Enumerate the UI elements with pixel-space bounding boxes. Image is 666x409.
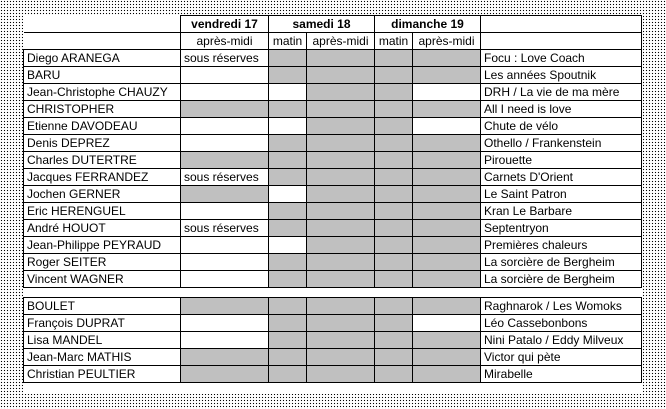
table-row: [24, 118, 642, 135]
author-name-cell: BARU: [24, 67, 181, 84]
slot-cell: [269, 169, 307, 186]
work-title-cell: Chute de vélo: [481, 118, 642, 135]
table-row: [24, 271, 642, 288]
work-title-cell: Nini Patalo / Eddy Milveux: [481, 332, 642, 349]
slot-cell: [375, 135, 413, 152]
table-row: [24, 135, 642, 152]
slot-cell: [413, 220, 481, 237]
slot-cell: [413, 332, 481, 349]
slot-cell: [307, 332, 375, 349]
slot-cell: [307, 271, 375, 288]
table-row: [24, 169, 642, 186]
slot-cell: [375, 349, 413, 366]
slot-cell: [181, 349, 269, 366]
slot-cell: [413, 169, 481, 186]
slot-cell: [307, 298, 375, 315]
schedule-table: [23, 15, 642, 383]
slot-cell: [269, 101, 307, 118]
author-name-cell: Denis DEPREZ: [24, 135, 181, 152]
slot-cell: [375, 332, 413, 349]
slot-cell: [269, 315, 307, 332]
table-row: [24, 254, 642, 271]
slot-cell: [307, 135, 375, 152]
slot-cell: [181, 152, 269, 169]
slot-cell: [375, 152, 413, 169]
table-row: [24, 84, 642, 101]
slot-cell: [413, 203, 481, 220]
work-title-cell: Othello / Frankenstein: [481, 135, 642, 152]
slot-header: matin: [375, 33, 413, 50]
slot-cell: [307, 101, 375, 118]
table-row: [24, 101, 642, 118]
author-name-cell: Diego ARANEGA: [24, 50, 181, 67]
author-name-cell: Jochen GERNER: [24, 186, 181, 203]
slot-cell: [413, 84, 481, 101]
corner-cell: [24, 33, 181, 50]
work-title-cell: Mirabelle: [481, 366, 642, 383]
slot-cell: [413, 254, 481, 271]
slot-cell: [269, 366, 307, 383]
table-row: [24, 298, 642, 315]
table-row: [24, 220, 642, 237]
slot-cell: [181, 298, 269, 315]
table-row: [24, 237, 642, 254]
slot-cell: [413, 118, 481, 135]
slot-cell: [413, 152, 481, 169]
slot-cell: [413, 237, 481, 254]
slot-cell: [413, 315, 481, 332]
slot-cell: [413, 50, 481, 67]
slot-cell: [307, 84, 375, 101]
slot-cell: [375, 169, 413, 186]
work-title-cell: La sorcière de Bergheim: [481, 254, 642, 271]
slot-cell: [307, 203, 375, 220]
author-name-cell: Christian PEULTIER: [24, 366, 181, 383]
slot-cell: [269, 237, 307, 254]
slot-header: matin: [269, 33, 307, 50]
slot-cell: [413, 271, 481, 288]
slot-cell: [307, 186, 375, 203]
work-title-cell: Premières chaleurs: [481, 237, 642, 254]
author-name-cell: Jean-Christophe CHAUZY: [24, 84, 181, 101]
author-name-cell: CHRISTOPHER: [24, 101, 181, 118]
slot-cell: [375, 315, 413, 332]
slot-cell: sous réserves: [181, 50, 269, 67]
corner-cell: [24, 16, 181, 33]
table-row: [24, 203, 642, 220]
slot-cell: [181, 101, 269, 118]
day-header-saturday: samedi 18: [269, 16, 375, 33]
slot-cell: [269, 271, 307, 288]
slot-cell: [269, 298, 307, 315]
slot-cell: [269, 332, 307, 349]
table-row: [24, 332, 642, 349]
slot-cell: [181, 366, 269, 383]
author-name-cell: Roger SEITER: [24, 254, 181, 271]
slot-cell: [181, 332, 269, 349]
slot-cell: [375, 203, 413, 220]
slot-cell: [307, 349, 375, 366]
table-row: [24, 67, 642, 84]
slot-cell: [181, 135, 269, 152]
slot-cell: [269, 186, 307, 203]
author-name-cell: André HOUOT: [24, 220, 181, 237]
slot-cell: [307, 67, 375, 84]
slot-cell: [269, 135, 307, 152]
slot-cell: [375, 237, 413, 254]
slot-cell: [269, 118, 307, 135]
schedule-sheet: [23, 15, 643, 394]
table-row: [24, 315, 642, 332]
authors-section-2: [24, 298, 642, 383]
work-title-cell: Pirouette: [481, 152, 642, 169]
slot-cell: [375, 101, 413, 118]
day-header-sunday: dimanche 19: [375, 16, 481, 33]
work-title-cell: Raghnarok / Les Womoks: [481, 298, 642, 315]
table-row: [24, 366, 642, 383]
slot-cell: [375, 271, 413, 288]
slot-cell: [181, 254, 269, 271]
author-name-cell: Eric HERENGUEL: [24, 203, 181, 220]
slot-cell: [413, 135, 481, 152]
slot-cell: [413, 101, 481, 118]
day-header-row: [24, 16, 642, 33]
slot-cell: [413, 349, 481, 366]
authors-section-1: [24, 50, 642, 288]
slot-cell: [375, 298, 413, 315]
slot-header: après-midi: [413, 33, 481, 50]
author-name-cell: François DUPRAT: [24, 315, 181, 332]
slot-cell: [375, 186, 413, 203]
slot-cell: [375, 220, 413, 237]
table-row: [24, 152, 642, 169]
author-name-cell: Vincent WAGNER: [24, 271, 181, 288]
table-row: [24, 50, 642, 67]
slot-cell: [269, 84, 307, 101]
slot-header: après-midi: [181, 33, 269, 50]
work-header-cell: [481, 16, 642, 33]
work-title-cell: Focu : Love Coach: [481, 50, 642, 67]
slot-cell: [307, 220, 375, 237]
author-name-cell: Charles DUTERTRE: [24, 152, 181, 169]
slot-cell: [269, 152, 307, 169]
author-name-cell: BOULET: [24, 298, 181, 315]
work-title-cell: Les années Spoutnik: [481, 67, 642, 84]
slot-cell: [181, 315, 269, 332]
slot-cell: [413, 366, 481, 383]
slot-cell: [307, 315, 375, 332]
slot-cell: [307, 237, 375, 254]
gap-cell: [24, 288, 642, 298]
slot-cell: [269, 67, 307, 84]
slot-cell: [375, 67, 413, 84]
slot-cell: [307, 50, 375, 67]
table-row: [24, 349, 642, 366]
slot-cell: [269, 203, 307, 220]
slot-cell: [181, 237, 269, 254]
slot-cell: [269, 254, 307, 271]
work-title-cell: DRH / La vie de ma mère: [481, 84, 642, 101]
section-gap: [24, 288, 642, 298]
author-name-cell: Jean-Philippe PEYRAUD: [24, 237, 181, 254]
work-title-cell: Carnets D'Orient: [481, 169, 642, 186]
slot-cell: [307, 169, 375, 186]
work-title-cell: Le Saint Patron: [481, 186, 642, 203]
slot-cell: [307, 254, 375, 271]
work-title-cell: Victor qui pète: [481, 349, 642, 366]
slot-cell: [307, 152, 375, 169]
slot-cell: [375, 366, 413, 383]
work-title-cell: La sorcière de Bergheim: [481, 271, 642, 288]
author-name-cell: Etienne DAVODEAU: [24, 118, 181, 135]
day-header-friday: vendredi 17: [181, 16, 269, 33]
slot-cell: [413, 298, 481, 315]
work-title-cell: All I need is love: [481, 101, 642, 118]
slot-cell: [307, 118, 375, 135]
slot-cell: [181, 186, 269, 203]
table-row: [24, 186, 642, 203]
slot-header: après-midi: [307, 33, 375, 50]
slot-cell: sous réserves: [181, 169, 269, 186]
work-title-cell: Septentryon: [481, 220, 642, 237]
work-title-cell: Léo Cassebonbons: [481, 315, 642, 332]
slot-cell: [413, 186, 481, 203]
author-name-cell: Lisa MANDEL: [24, 332, 181, 349]
slot-cell: [375, 118, 413, 135]
slot-cell: [181, 118, 269, 135]
slot-cell: [375, 50, 413, 67]
work-header-cell: [481, 33, 642, 50]
slot-cell: [181, 203, 269, 220]
slot-cell: [375, 254, 413, 271]
slot-cell: [269, 349, 307, 366]
slot-cell: [375, 84, 413, 101]
author-name-cell: Jean-Marc MATHIS: [24, 349, 181, 366]
work-title-cell: Kran Le Barbare: [481, 203, 642, 220]
slot-cell: [269, 50, 307, 67]
slot-cell: [181, 67, 269, 84]
slot-cell: [269, 220, 307, 237]
slot-cell: [181, 84, 269, 101]
slot-cell: [181, 271, 269, 288]
slot-cell: [413, 67, 481, 84]
author-name-cell: Jacques FERRANDEZ: [24, 169, 181, 186]
slot-cell: [307, 366, 375, 383]
slot-cell: sous réserves: [181, 220, 269, 237]
slot-header-row: [24, 33, 642, 50]
